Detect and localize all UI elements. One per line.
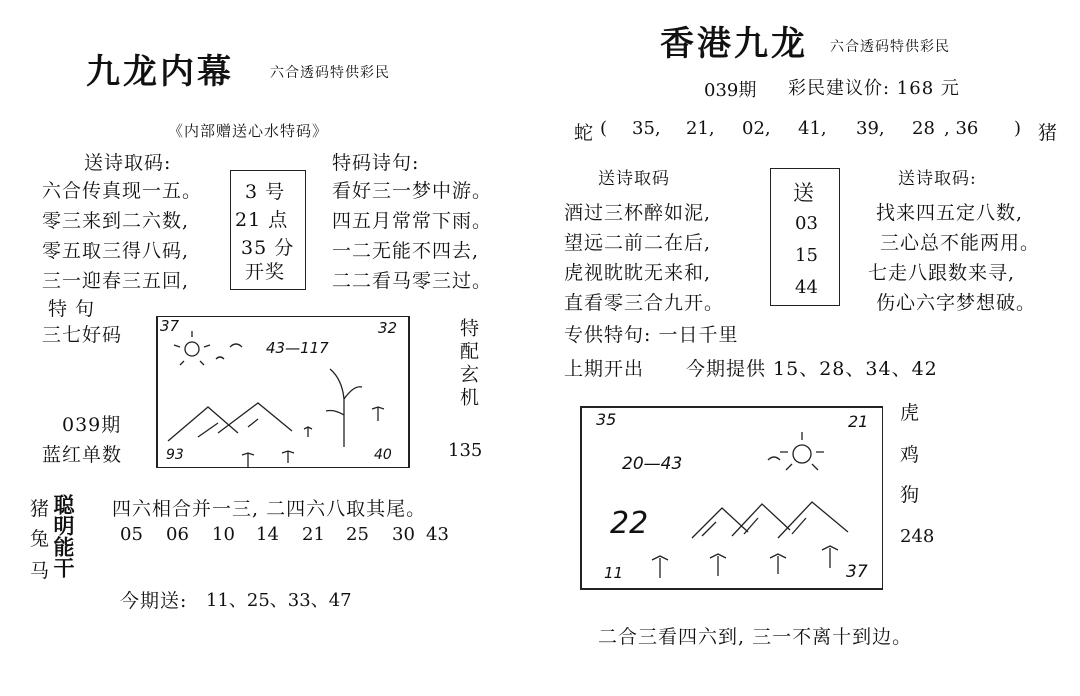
side-animal-2: 鸡 [900,444,921,466]
left-poem-line-1: 六合传真现一五。 [42,180,203,202]
provide-line: 今期提供 15、28、34、42 [686,358,938,380]
left-landscape-sketch [158,317,408,467]
right-poem-left-2: 望远二前二在后, [564,232,712,254]
left-title: 九龙内幕 [86,52,234,92]
snake-number-3: 02, [742,118,771,139]
right-pic-handwritten: 20—43 [622,454,683,474]
left-pic-tr: 32 [378,319,398,337]
snake-number-7: , 36 [944,118,979,139]
right-pic-tl: 35 [596,410,617,429]
right-poem-right-2: 三心总不能两用。 [880,232,1041,254]
zodiac-1: 猪 [30,498,51,520]
hint-number-7: 30 [392,524,415,545]
left-pic-br: 40 [374,447,392,463]
left-side-number: 135 [448,440,483,461]
special-label: 特 句 [48,298,96,320]
snake-number-1: 35, [632,118,661,139]
left-poem-line-3: 零五取三得八码, [42,240,190,262]
right-send-box [770,168,840,306]
left-poem-line-2: 零三来到二六数, [42,210,190,232]
draw-box-line-2: 21 点 [235,209,289,231]
zodiac-2: 兔 [30,528,51,550]
right-pic-mid: 22 [610,506,649,541]
right-poem-label-right: 送诗取码: [898,169,977,189]
draw-box-line-3: 35 分 [241,237,295,259]
snake-number-5: 39, [856,118,885,139]
hint-line: 四六相合并一三, 二四六八取其尾。 [112,498,427,520]
box-item-2: 03 [795,213,818,234]
box-item-3: 15 [795,245,818,266]
right-pic-br: 37 [846,562,868,582]
tema-line-3: 一二无能不四去, [332,240,480,262]
tema-line-4: 二二看马零三过。 [332,270,493,292]
left-picture-frame [156,316,410,468]
special-text: 三七好码 [42,324,123,346]
right-poem-label-left: 送诗取码 [598,169,670,189]
right-poem-right-1: 找来四五定八数, [876,202,1024,224]
hint-number-3: 10 [212,524,235,545]
right-poem-left-4: 直看零三合九开。 [564,292,725,314]
right-landscape-sketch [582,408,882,588]
draw-time-box [230,170,306,290]
right-poem-right-3: 七走八跟数来寻, [868,262,1016,284]
issue-note: 蓝红单数 [42,444,123,466]
left-poem-line-4: 三一迎春三五回, [42,270,190,292]
tema-line-2: 四五月常常下雨。 [332,210,493,232]
left-subtitle: 六合透码特供彩民 [270,65,390,81]
right-vertical-label: 特配玄机 [457,318,479,410]
box-item-4: 44 [795,277,818,298]
right-poem-right-4: 伤心六字梦想破。 [876,292,1037,314]
left-pic-tl: 37 [160,317,180,335]
slogan: 聪明能干 [51,494,76,578]
tema-line-1: 看好三一梦中游。 [332,180,493,202]
hint-number-6: 25 [346,524,369,545]
last-label: 上期开出 [564,358,645,380]
send-label: 今期送: [120,590,188,612]
right-subtitle: 六合透码特供彩民 [830,39,950,55]
hint-number-4: 14 [256,524,279,545]
right-picture-frame [580,406,883,590]
snake-number-6: 28 [912,118,935,139]
hint-number-1: 05 [120,524,143,545]
hint-number-5: 21 [302,524,325,545]
left-issue: 039期 [62,414,122,436]
draw-box-line-1: 3 号 [245,181,286,203]
hint-number-8: 43 [426,524,449,545]
tema-label: 特码诗句: [332,152,420,174]
left-pic-bl: 93 [166,447,184,463]
snake-label: 蛇 [574,122,595,144]
pig-label: 猪 [1038,122,1059,144]
left-gift-header: 《内部赠送心水特码》 [168,122,329,140]
zodiac-3: 马 [30,560,51,582]
snake-number-2: 21, [686,118,715,139]
left-pic-handwritten: 43—117 [266,339,329,357]
bottom-line: 二合三看四六到, 三一不离十到边。 [598,626,913,648]
left-poem-label: 送诗取码: [84,152,172,174]
side-number: 248 [900,526,935,547]
right-poem-left-3: 虎视眈眈无来和, [564,262,712,284]
send-numbers: 11、25、33、47 [206,590,352,611]
hint-number-2: 06 [166,524,189,545]
right-poem-left-1: 酒过三杯醉如泥, [564,202,712,224]
right-issue: 039期 [704,80,757,101]
right-pic-tr: 21 [848,412,869,431]
price-label: 彩民建议价: 168 元 [788,78,960,99]
right-title: 香港九龙 [660,24,808,64]
special-line: 专供特句: 一日千里 [564,324,739,346]
draw-box-line-4: 开奖 [245,261,286,283]
side-animal-1: 虎 [900,402,921,424]
right-pic-bl: 11 [604,564,624,582]
box-item-1: 送 [793,181,815,205]
snake-number-4: 41, [798,118,827,139]
side-animal-3: 狗 [900,484,921,506]
